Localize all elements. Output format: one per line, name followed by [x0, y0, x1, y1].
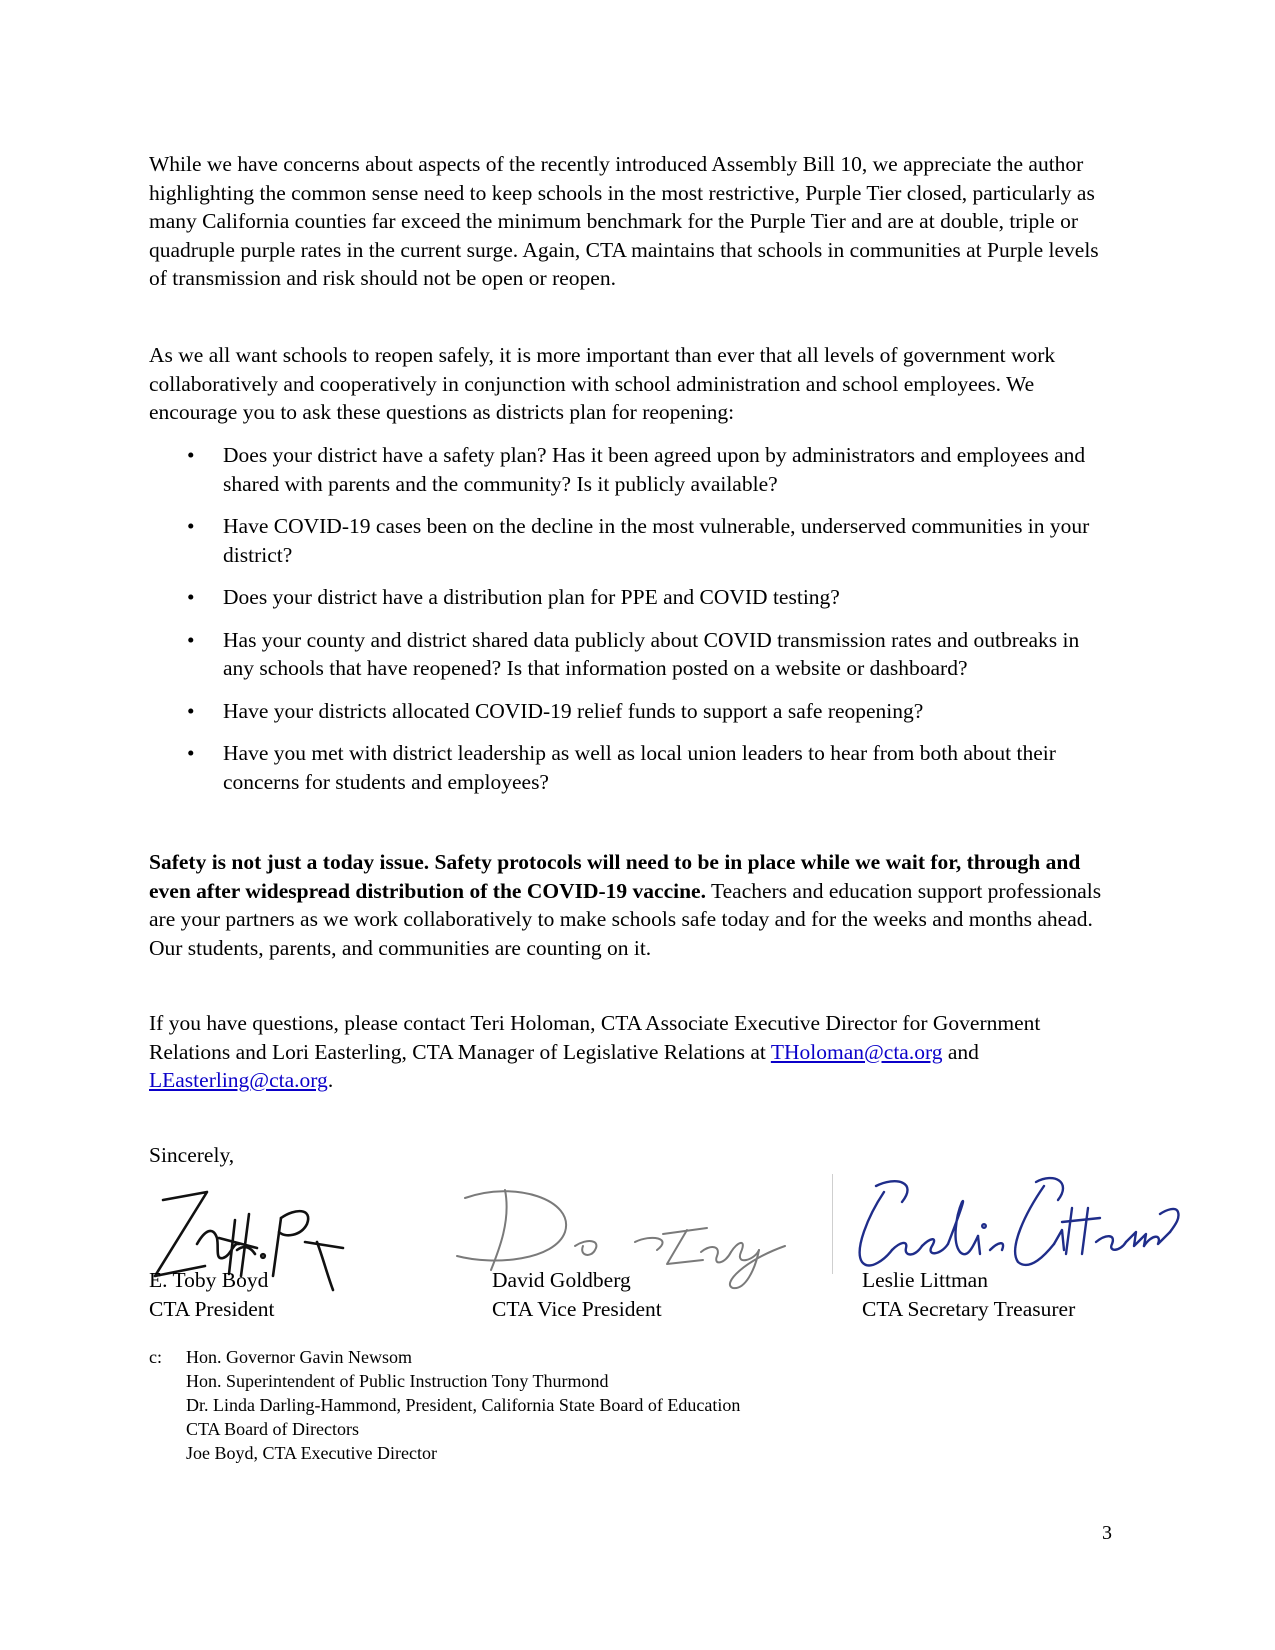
question-text: Has your county and district shared data publicly about COVID transmission rates and outbreaks in any schools that have reopened? Is that information posted on a website or dashboard?: [223, 627, 1080, 680]
list-item: [149, 626, 1109, 683]
page-number: 3: [1102, 1522, 1112, 1544]
contact-text: If you have questions, please contact Teri Holoman, CTA Associate Executive Director for Government Relations and Lori Easterling, CTA Manager of Legislative Relations at: [149, 1011, 1041, 1064]
signatory-goldberg: [492, 1266, 662, 1324]
paragraph-assembly-bill: While we have concerns about aspects of the recently introduced Assembly Bill 10, we appreciate the author highlighting the common sense need to keep schools in the most restrictive, Purple Tier closed, particularly as many California counties far exceed the minimum benchmark for the Purple Tier and are at double, triple or quadruple purple rates in the current surge. Again, CTA maintains that schools in communities at Purple levels of transmission and risk should not be open or reopen.: [149, 152, 1099, 290]
cc-recipient: CTA Board of Directors: [186, 1419, 360, 1439]
list-item: [149, 739, 1109, 796]
bullet-icon: •: [187, 627, 195, 652]
question-text: Does your district have a safety plan? Has it been agreed upon by administrators and employees and shared with parents and the community? Is it publicly available?: [223, 443, 1086, 496]
safety-emphasis: Safety is not just a today issue. Safety protocols will need to be in place while we wait for, through and even after widespread distribution of the COVID-19 vaccine.: [149, 850, 1081, 903]
contact-end: .: [327, 1068, 334, 1092]
email-link-tholoman[interactable]: THoloman@cta.org: [770, 1039, 943, 1064]
cc-recipient: Hon. Governor Gavin Newsom: [186, 1347, 412, 1367]
signature-divider: [832, 1174, 833, 1274]
question-text: Have COVID-19 cases been on the decline in the most vulnerable, underserved communities in your district?: [223, 514, 1090, 567]
paragraph-safety: [149, 848, 1109, 962]
list-item: [149, 441, 1109, 498]
signatory-name: David Goldberg: [492, 1268, 631, 1292]
signatory-name: E. Toby Boyd: [149, 1268, 269, 1292]
signatory-title: CTA President: [149, 1297, 275, 1321]
cc-recipient: Hon. Superintendent of Public Instruction Tony Thurmond: [186, 1371, 609, 1391]
safety-text: Teachers and education support professionals are your partners as we work collaboratively to make schools safe today and for the weeks and months ahead. Our students, parents, and communities are counting on it.: [149, 878, 1102, 960]
signatory-title: CTA Secretary Treasurer: [862, 1297, 1076, 1321]
signatory-title: CTA Vice President: [492, 1297, 662, 1321]
signatory-name: Leslie Littman: [862, 1268, 988, 1292]
questions-list: [149, 441, 1109, 810]
paragraph-reopen-safely: As we all want schools to reopen safely, it is more important than ever that all levels of government work collaboratively and cooperatively in conjunction with school administration and school employees. We encourage you to ask these questions as districts plan for reopening:: [149, 343, 1056, 424]
email-link-leasterling[interactable]: LEasterling@cta.org: [149, 1068, 328, 1092]
cc-recipient-list: [186, 1345, 740, 1465]
signatory-boyd: [149, 1266, 274, 1324]
signatory-littman: [862, 1266, 1075, 1324]
closing: Sincerely,: [149, 1143, 235, 1167]
cc-label: c:: [149, 1347, 162, 1367]
cc-recipient: Joe Boyd, CTA Executive Director: [186, 1443, 437, 1463]
list-item: [149, 512, 1109, 569]
bullet-icon: •: [187, 514, 195, 538]
list-item: [149, 583, 1109, 612]
question-text: Have you met with district leadership as well as local union leaders to hear from both about their concerns for students and employees?: [223, 741, 1056, 794]
question-text: Does your district have a distribution plan for PPE and COVID testing?: [223, 585, 840, 609]
list-item: [149, 697, 1109, 726]
bullet-icon: •: [187, 585, 195, 609]
contact-and: and: [942, 1039, 979, 1064]
paragraph-contact: [149, 1009, 1109, 1095]
question-text: Have your districts allocated COVID-19 relief funds to support a safe reopening?: [223, 698, 924, 723]
bullet-icon: •: [187, 698, 195, 723]
cc-recipient: Dr. Linda Darling-Hammond, President, California State Board of Education: [186, 1395, 741, 1415]
bullet-icon: •: [187, 741, 195, 765]
bullet-icon: •: [187, 443, 195, 467]
